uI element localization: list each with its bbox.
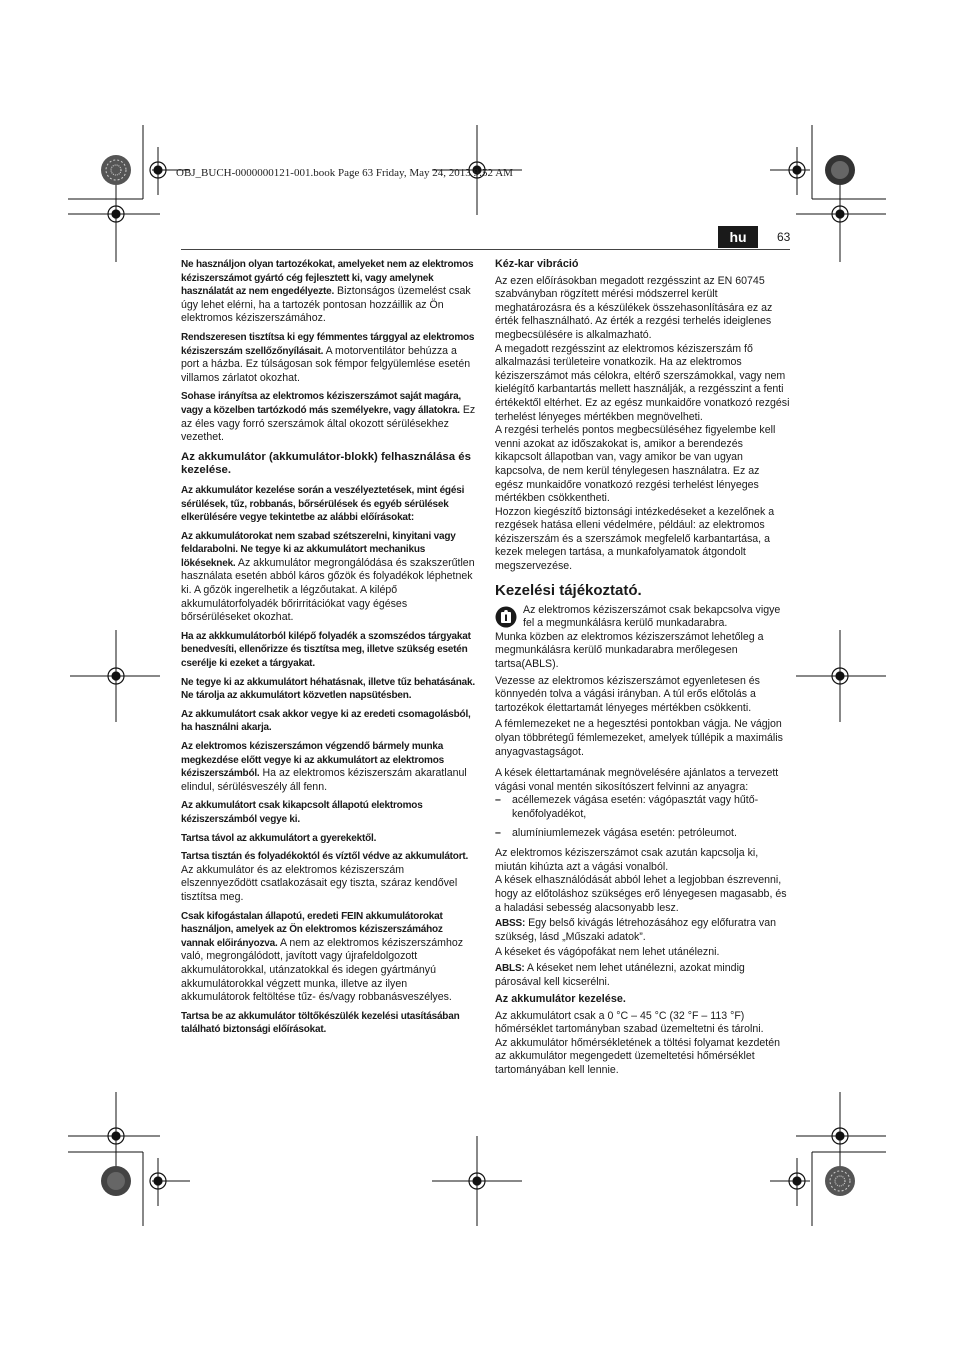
- paragraph: Az akkumulátorokat nem szabad szétszerelni, kinyitani vagy feldarabolni. Ne tegye ki az akkumulátort mechanikus lökéseknek. Az akkumulátor megrongálódása és szakszerűtlen használata esetén abból káros gőzök és folyadékok léphetnek ki. A gőzök ingerelhetik a légzőutakat. A kilépő akkumulátorfolyadék bőrirritációkat vagy égéses bőrsérüléseket okozhat.: [181, 530, 475, 624]
- read-manual-icon: [495, 606, 517, 628]
- section-heading-operation: Kezelési tájékoztató.: [495, 581, 642, 599]
- list-item: – alumíniumlemezek vágása esetén: petróleumot.: [495, 826, 737, 839]
- paragraph: Az akkumulátort csak akkor vegye ki az eredeti csomagolásból, ha használni akarja.: [181, 708, 471, 734]
- paragraph: Rendszeresen tisztítsa ki egy fémmentes tárggyal az elektromos kéziszerszám szellőzőnyílásait. A motorventilátor behúzza a port a házba. Ez túlságosan sok fémpor felgyülemlése esetén villamos zárlatot okozhat.: [181, 331, 475, 384]
- header-rule: [181, 249, 790, 250]
- section-heading-battery: Az akkumulátor (akkumulátor-blokk) felhasználása és kezelése.: [181, 450, 471, 477]
- paragraph: Csak kifogástalan állapotú, eredeti FEIN akkumulátorokat használjon, amelyek az Ön elektromos kéziszerszámához vannak előirányozva. A nem az elektromos kéziszerszámhoz való, megrongálódott, javított vagy újrafeldolgozott akkumulátorokkal, utánzatokkal és idegen gyártmányú akkumulátorokkal végzett munka, illetve az ilyen akkumulátorok feltöltése tűz- és/vagy robbanásveszélyes.: [181, 910, 464, 1004]
- paragraph: Az akkumulátor hőmérsékletének a töltési folyamat kezdetén az akkumulátor megengedett üzemeltetési hőmérséklet tartományában kell lennie.: [495, 1036, 780, 1077]
- paragraph: Vezesse az elektromos kéziszerszámot egyenletesen és könnyedén tolva a vágási irányban. A túl erős előtolás a tartozékok élettartamát lényeges mértékben csökkenti.: [495, 674, 760, 714]
- list-item: – acéllemezek vágása esetén: vágópasztát vagy hűtő-kenőfolyadékot,: [495, 794, 759, 820]
- paragraph: Az akkumulátort csak a 0 °C – 45 °C (32 °F – 113 °F) hőmérséklet tartományban szabad üzemeltetni és tárolni.: [495, 1009, 764, 1036]
- paragraph: Sohase irányítsa az elektromos kéziszerszámot saját magára, vagy a közelben tartózkodó más személyekre, vagy állatokra. Ez az éles vagy forró szerszámok által okozott sérülésekhez vezethet.: [181, 391, 476, 444]
- language-tab: hu: [718, 226, 758, 248]
- paragraph: A kések elhasználódását abból lehet a legjobban észrevenni, hogy az előtoláshoz szükséges erő lényegesen magasabb, és a haladási sebesség alacsonyabb lesz.: [495, 874, 787, 914]
- paragraph: Hozzon kiegészítő biztonsági intézkedéseket a kezelőnek a rezgések hatása elleni védelmére, például: az elektromos kéziszerszám és a szerszámok megfelelő karbantartása, a kezek melegen tartása, a munkafolyamatok átgondolt megszervezése.: [495, 505, 775, 573]
- page-number: 63: [777, 230, 791, 244]
- left-column: [181, 258, 476, 1042]
- paragraph: Az elektromos kéziszerszámon végzendő bármely munka megkezdése előtt vegye ki az akkumulátort az elektromos kéziszerszámból. Ha az elektromos kéziszerszám akaratlanul elindul, sérülésveszély áll fenn.: [181, 741, 467, 793]
- paragraph: A rezgési terhelés pontos megbecsüléséhez figyelembe kell venni azokat az időszakokat is, amikor a berendezés kikapcsolt állapotban van, vagy amikor be van ugyan kapcsolva, de nem kerül ténylegesen használatra. Ez az egész munkaidőre vonatkozó rezgési terhelést lényeges mértékben csökkentheti.: [495, 424, 776, 505]
- paragraph: Az elektromos kéziszerszámot csak azután kapcsolja ki, miután kihúzta azt a vágási vonalból.: [495, 847, 759, 873]
- paragraph: Az akkumulátort csak kikapcsolt állapotú elektromos kéziszerszámból vegye ki.: [181, 800, 423, 825]
- paragraph: A késeket és vágópofákat nem lehet utánélezni.: [495, 946, 720, 959]
- paragraph: ABLS: A késeket nem lehet utánélezni, azokat mindig párosával kell kicserélni.: [495, 961, 745, 988]
- section-heading-battery-handling: Az akkumulátor kezelése.: [495, 993, 626, 1006]
- book-info-line: OBJ_BUCH-0000000121-001.book Page 63 Friday, May 24, 2013 9:52 AM: [176, 167, 513, 179]
- paragraph: Ne használjon olyan tartozékokat, amelyeket nem az elektromos kéziszerszámot gyártó cég fejlesztett ki, vagy amelynek használatát az nem engedélyezte. Biztonságos üzemelést csak úgy lehet elérni, ha a tartozék pontosan hozzáillik az Ön elektromos kéziszerszámához.: [181, 259, 474, 325]
- paragraph: Tartsa be az akkumulátor töltőkészülék kezelési utasításában található biztonsági előírásokat.: [181, 1010, 460, 1036]
- warning-note: Az elektromos kéziszerszámot csak bekapcsolva vigye fel a megmunkálásra kerülő munkadarabra.: [495, 604, 790, 631]
- paragraph: Az ezen előírásokban megadott rezgésszint az EN 60745 szabványban rögzített mérési módszerrel került meghatározásra és a készülékek összehasonlítására ez az érték felhasználható. Az érték a rezgési terhelés ideiglenes megbecsülésére is alkalmazható.: [495, 274, 773, 341]
- paragraph: Tartsa távol az akkumulátort a gyerekektől.: [181, 832, 377, 844]
- section-heading-vibration: Kéz-kar vibráció: [495, 258, 579, 270]
- paragraph: ABSS: Egy belső kivágás létrehozásához egy előfuratra van szükség, lásd „Műszaki adatok”.: [495, 917, 776, 943]
- paragraph: A kések élettartamának megnövelésére ajánlatos a tervezett vágási vonal mentén sikosítószert felvinni az anyagra:: [495, 767, 779, 793]
- paragraph: Az akkumulátor kezelése során a veszélyeztetések, mint égési sérülések, tűz, robbanás, bőrsérülések és egyéb sérülések elkerülésére vegye tekintetbe az alábbi előírásokat:: [181, 484, 465, 524]
- paragraph: Munka közben az elektromos kéziszerszámot lehetőleg a megmunkálásra kerülő munkadarabra merőlegesen tartsa(ABLS).: [495, 630, 764, 671]
- paragraph: A fémlemezeket ne a hegesztési pontokban vágja. Ne vágjon olyan többrétegű fémlemezeket, amelyek túllépik a maximális anyagvastagságot.: [495, 718, 783, 758]
- paragraph: A megadott rezgésszint az elektromos kéziszerszám fő alkalmazási területeire vonatkozik. Ha az elektromos kéziszerszámot más célokra, eltérő szerszámokkal, vagy nem kielégítő karbantartás mellett használják, a rezgésszint a fenti értékektől eltérhet. Ez az egész munkaidőre vonatkozó rezgési terhelést lényeges mértékben megnövelheti.: [495, 342, 790, 423]
- paragraph: Ne tegye ki az akkumulátort héhatásnak, illetve tűz behatásának. Ne tárolja az akkumulátort közvetlen napsütésben.: [181, 676, 475, 702]
- paragraph: Tartsa tisztán és folyadékoktól és víztől védve az akkumulátort. Az akkumulátor és az elektromos kéziszerszám elszennyeződött csatlakozásait egy tiszta, száraz kendővel tisztítsa meg.: [181, 851, 469, 903]
- paragraph: Ha az akkkumulátorból kilépő folyadék a szomszédos tárgyakat benedvesíti, ellenőrizze és tisztítsa meg, illetve szükség esetén cserélje ki ezeket a tárgyakat.: [181, 630, 471, 670]
- right-column: [495, 258, 790, 1078]
